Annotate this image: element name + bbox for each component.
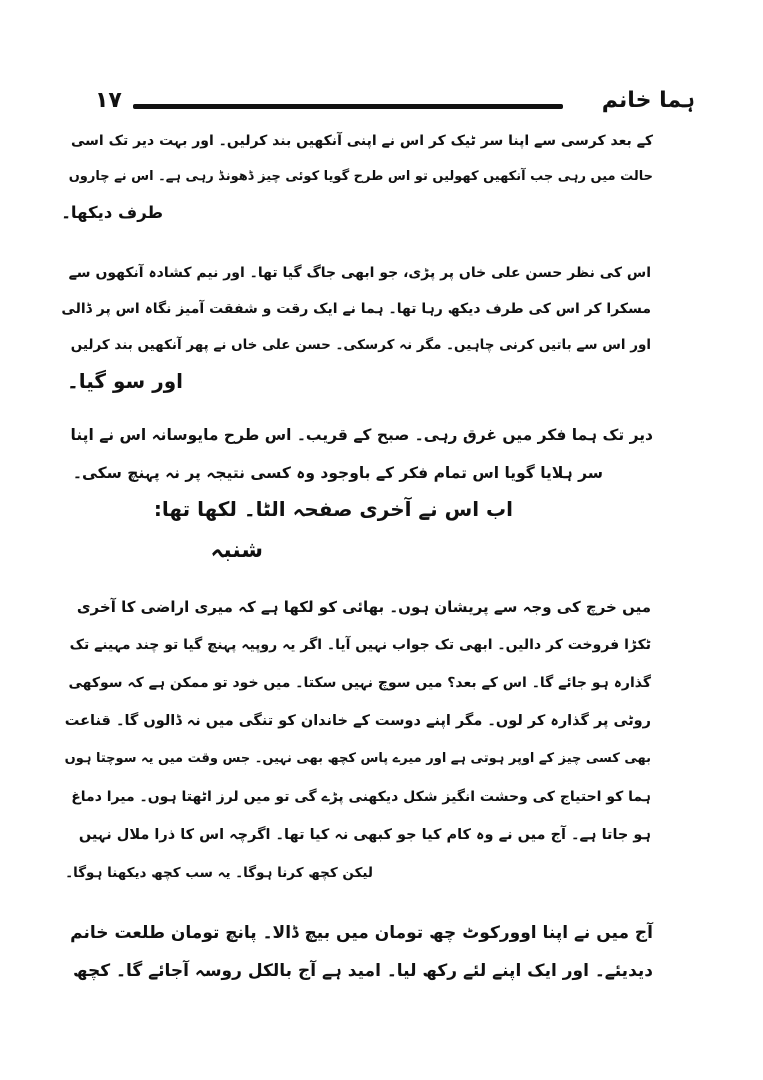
section-heading: شنبہ bbox=[210, 538, 263, 563]
text-line: اب اس نے آخری صفحہ الٹا۔ لکھا تھا: bbox=[153, 497, 513, 521]
text-line: حالت میں رہی جب آنکھیں کھولیں تو اس طرح گویا کوئی چیز ڈھونڈ رہی ہے۔ اس نے چاروں bbox=[68, 169, 653, 184]
text-line: اور اس سے باتیں کرنی چاہیں۔ مگر نہ کرسکی۔ حسن علی خاں نے پھر آنکھیں بند کرلیں bbox=[70, 337, 651, 353]
text-line: طرف دیکھا۔ bbox=[61, 203, 163, 222]
text-line: سر ہلایا گویا اس تمام فکر کے باوجود وہ کسی نتیجہ پر نہ پہنچ سکی۔ bbox=[72, 464, 603, 482]
text-line: گذارہ ہو جائے گا۔ اس کے بعد؟ میں سوچ نہیں سکتا۔ میں خود تو ممکن ہے کہ سوکھی bbox=[68, 675, 651, 691]
text-line: مسکرا کر اس کی طرف دیکھ رہا تھا۔ ہما نے ایک رقت و شفقت آمیز نگاہ اس پر ڈالی bbox=[61, 301, 651, 317]
text-line: کے بعد کرسی سے اپنا سر ٹیک کر اس نے اپنی آنکھیں بند کرلیں۔ اور بہت دیر تک اسی bbox=[71, 133, 653, 149]
header-rule bbox=[133, 104, 563, 109]
text-line: بھی کسی چیز کے اوپر ہوتی ہے اور میرے پاس کچھ بھی نہیں۔ جس وقت میں یہ سوچتا ہوں bbox=[64, 751, 651, 766]
running-title: ہما خانم bbox=[601, 88, 695, 113]
text-line: آج میں نے اپنا اوورکوٹ چھ تومان میں بیچ ڈالا۔ پانچ تومان طلعت خانم bbox=[70, 923, 653, 943]
text-line: میں خرچ کی وجہ سے پریشان ہوں۔ بھائی کو لکھا ہے کہ میری اراضی کا آخری bbox=[76, 598, 651, 616]
page-number: ۱۷ bbox=[95, 88, 122, 113]
text-line: دیدیئے۔ اور ایک اپنے لئے رکھ لیا۔ امید ہے آج بالکل روسہ آجائے گا۔ کچھ bbox=[72, 961, 653, 981]
text-line: لیکن کچھ کرنا ہوگا۔ یہ سب کچھ دیکھنا ہوگا۔ bbox=[65, 865, 373, 881]
text-line: اس کی نظر حسن علی خاں پر پڑی، جو ابھی جاگ گیا تھا۔ اور نیم کشادہ آنکھوں سے bbox=[68, 265, 651, 281]
text-line: ہما کو احتیاج کی وحشت انگیز شکل دیکھنی پڑے گی تو میں لرز اٹھتا ہوں۔ میرا دماغ bbox=[71, 789, 651, 805]
text-line: دیر تک ہما فکر میں غرق رہی۔ صبح کے قریب۔ اس طرح مایوسانہ اس نے اپنا bbox=[70, 426, 653, 444]
text-line: اور سو گیا۔ bbox=[67, 369, 183, 393]
text-line: روٹی پر گذارہ کر لوں۔ مگر اپنے دوست کے خاندان کو تنگی میں نہ ڈالوں گا۔ قناعت bbox=[64, 713, 651, 729]
text-line: ٹکڑا فروخت کر دالیں۔ ابھی تک جواب نہیں آیا۔ اگر یہ روپیہ پہنچ گیا تو چند مہینے تک bbox=[69, 637, 651, 653]
page-header bbox=[95, 88, 695, 124]
text-line: ہو جاتا ہے۔ آج میں نے وہ کام کیا جو کبھی نہ کیا تھا۔ اگرچہ اس کا ذرا ملال نہیں bbox=[78, 827, 651, 843]
